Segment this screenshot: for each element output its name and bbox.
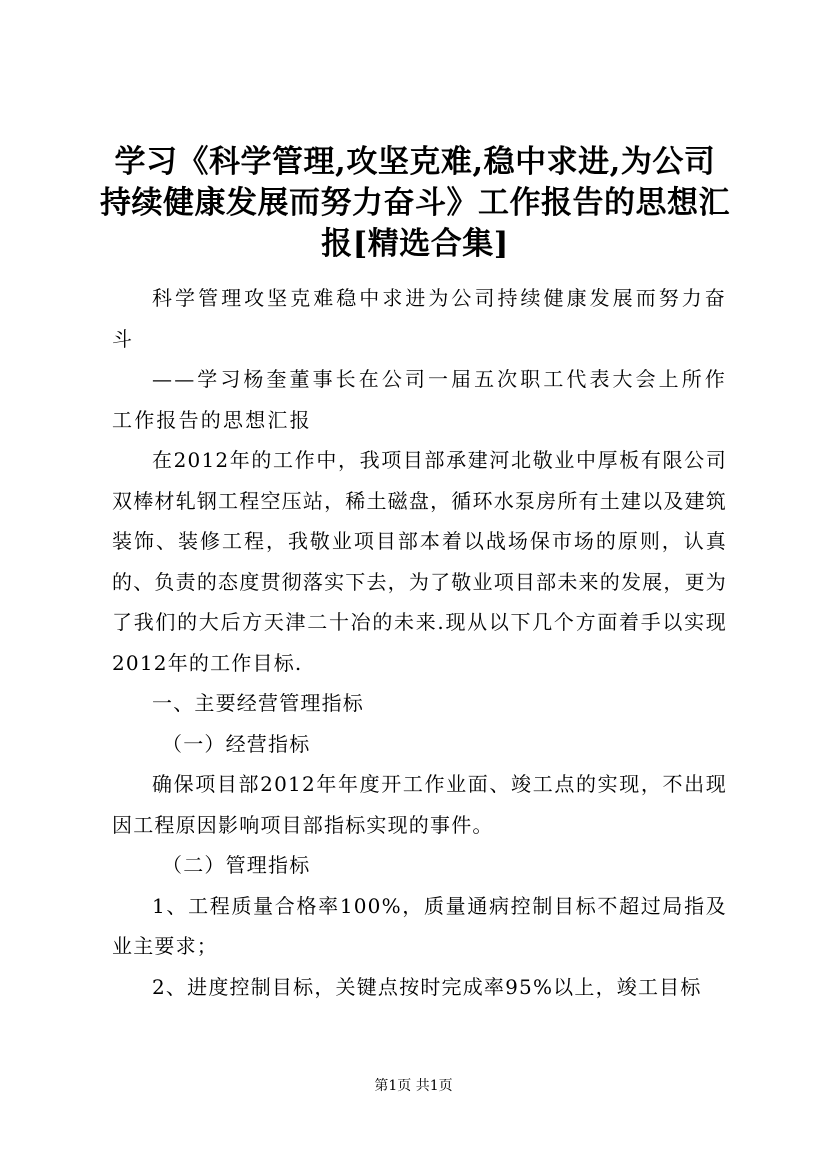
subsection-heading-1: （一）经营指标: [162, 731, 311, 756]
title-line-2: 持续健康发展而努力奋斗》工作报告的思想汇: [100, 185, 730, 221]
document-title: [95, 142, 735, 265]
section-heading-1: 一、主要经营管理指标: [152, 691, 364, 715]
document-body: [112, 278, 727, 1007]
paragraph-schedule: 2、进度控制目标，关键点按时完成率95%以上，竣工目标: [152, 974, 702, 999]
subsection-heading-2: （二）管理指标: [162, 853, 311, 877]
title-line-1: 学习《科学管理,攻坚克难,稳中求进,为公司: [114, 144, 716, 180]
paragraph-intro: 在2012年的工作中，我项目部承建河北敬业中厚板有限公司双棒材轧钢工程空压站，稀土磁盘，循环水泵房所有土建以及建筑装饰、装修工程，我敬业项目部本着以战场保市场的原则，认真的、负责的态度贯彻落实下去，为了敬业项目部未来的发展，更为了我们的大后方天津二十冶的未来.现从以下几个方面着手以实现2012年的工作目标.: [112, 448, 727, 675]
page-footer: 第1页 共1页: [374, 1078, 453, 1094]
paragraph-business: 确保项目部2012年年度开工作业面、竣工点的实现，不出现因工程原因影响项目部指标实现的事件。: [112, 772, 727, 837]
title-line-3: 报[精选合集]: [321, 226, 509, 262]
paragraph-quality: 1、工程质量合格率100%，质量通病控制目标不超过局指及业主要求；: [112, 893, 727, 958]
paragraph-subheading: ——学习杨奎董事长在公司一届五次职工代表大会上所作工作报告的思想汇报: [112, 367, 727, 432]
paragraph-subtitle: 科学管理攻坚克难稳中求进为公司持续健康发展而努力奋斗: [112, 286, 727, 351]
